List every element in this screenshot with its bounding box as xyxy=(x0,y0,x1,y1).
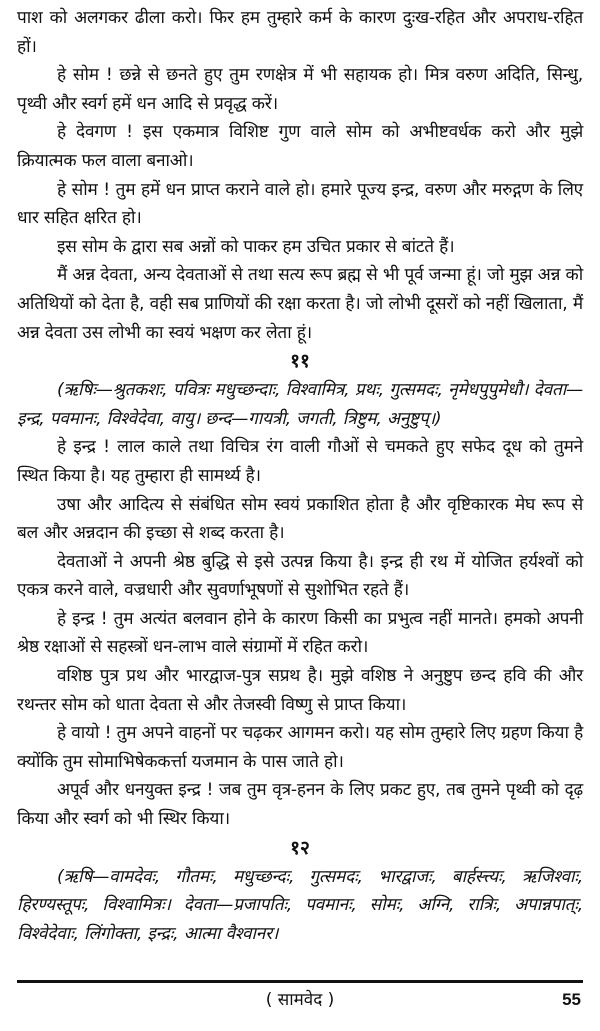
section-12 xyxy=(17,834,583,949)
page-number: 55 xyxy=(562,990,581,1009)
paragraph: हे सोम ! छन्ने से छनते हुए तुम रणक्षेत्र में भी सहायक हो। मित्र वरुण अदिति, सिन्धु, पृथ्वी और स्वर्ग हमें धन आदि से प्रवृद्ध करें। xyxy=(17,65,583,114)
paragraph: इस सोम के द्वारा सब अन्नों को पाकर हम उचित प्रकार से बांटते हैं। xyxy=(57,236,455,257)
section-number: १२ xyxy=(290,836,310,859)
paragraph: वशिष्ठ पुत्र प्रथ और भारद्वाज-पुत्र सप्रथ है। मुझे वशिष्ठ ने अनुष्टुप छन्द हवि की और रथन्तर सोम को धाता देवता से और तेजस्वी विष्णु से प्राप्त किया। xyxy=(17,666,583,715)
footer-divider xyxy=(17,980,583,983)
paragraph: पाश को अलगकर ढीला करो। फिर हम तुम्हारे कर्म के कारण दुःख-रहित और अपराध-रहित हों। xyxy=(17,8,583,57)
section-meta: (ऋषिः—श्रुतकशः, पवित्रः मधुच्छन्दाः, विश्वामित्र, प्रथः, गुत्समदः, नृमेधपुपुमेधौ। देवता—इन्द्र, पवमानः, विश्वेदेवा, वायु। छन्द—गायत्री, जगती, त्रिष्टुम, अनुष्टुप्।) xyxy=(17,380,583,429)
section-11 xyxy=(17,347,583,834)
paragraph: हे सोम ! तुम हमें धन प्राप्त कराने वाले हो। हमारे पूज्य इन्द्र, वरुण और मरुद्गण के लिए धार सहित क्षरित हो। xyxy=(17,179,583,229)
paragraph: अपूर्व और धनयुक्त इन्द्र ! जब तुम वृत्र-हनन के लिए प्रकट हुए, तब तुमने पृथ्वी को दृढ़ किया और स्वर्ग को भी स्थिर किया। xyxy=(17,780,583,830)
paragraph: उषा और आदित्य से संबंधित सोम स्वयं प्रकाशित होता है और वृष्टिकारक मेघ रूप से बल और अन्नदान की इच्छा से शब्द करता है। xyxy=(17,494,583,544)
section-number: ११ xyxy=(290,350,310,373)
section-meta: (ऋषि—वामदेवः, गौतमः, मधुच्छन्दः, गुत्समदः, भारद्वाजः, बार्हस्त्त्यः, ऋजिश्वाः, हिरण्यस्तूपः, विश्वामित्रः। देवता—प्रजापतिः, पवमानः, सोमः, अग्नि, रात्रिः, अपान्नपात्ः, विश्वेदेवाः, लिंगोक्ता, इन्द्रः, आत्मा वैश्वानर। xyxy=(17,866,583,944)
paragraph: मैं अन्न देवता, अन्य देवताओं से तथा सत्य रूप ब्रह्म से भी पूर्व जन्मा हूं। जो मुझ अन्न को अतिथियों को देता है, वही सब प्राणियों की रक्षा करता है। जो लोभी दूसरों को नहीं खिलाता, मैं अन्न देवता उस लोभी का स्वयं भक्षण कर लेता हूं। xyxy=(17,265,583,343)
paragraph: हे इन्द्र ! लाल काले तथा विचित्र रंग वाली गौओं से चमकते हुए सफेद दूध को तुमने स्थित किया है। यह तुम्हारा ही सामर्थ्य है। xyxy=(17,437,583,486)
paragraph: देवताओं ने अपनी श्रेष्ठ बुद्धि से इसे उत्पन्न किया है। इन्द्र ही रथ में योजित हर्यश्वों को एकत्र करने वाले, वज्रधारी और सुवर्णाभूषणों से सुशोभित रहते हैं। xyxy=(17,551,583,601)
book-title: ( सामवेद ) xyxy=(265,990,335,1010)
paragraph: हे इन्द्र ! तुम अत्यंत बलवान होने के कारण किसी का प्रभुत्व नहीं मानते। हमको अपनी श्रेष्ठ रक्षाओं से सहस्त्रों धन-लाभ वाले संग्रामों में रहित करो। xyxy=(17,608,583,658)
paragraph: हे वायो ! तुम अपने वाहनों पर चढ़कर आगमन करो। यह सोम तुम्हारे लिए ग्रहण किया है क्योंकि तुम सोमाभिषेककर्त्ता यजमान के पास जाते हो। xyxy=(17,723,583,772)
page-footer xyxy=(17,986,583,1014)
paragraph: हे देवगण ! इस एकमात्र विशिष्ट गुण वाले सोम को अभीष्टवर्धक करो और मुझे क्रियात्मक फल वाला बनाओ। xyxy=(17,122,583,171)
book-page-body xyxy=(17,4,583,948)
